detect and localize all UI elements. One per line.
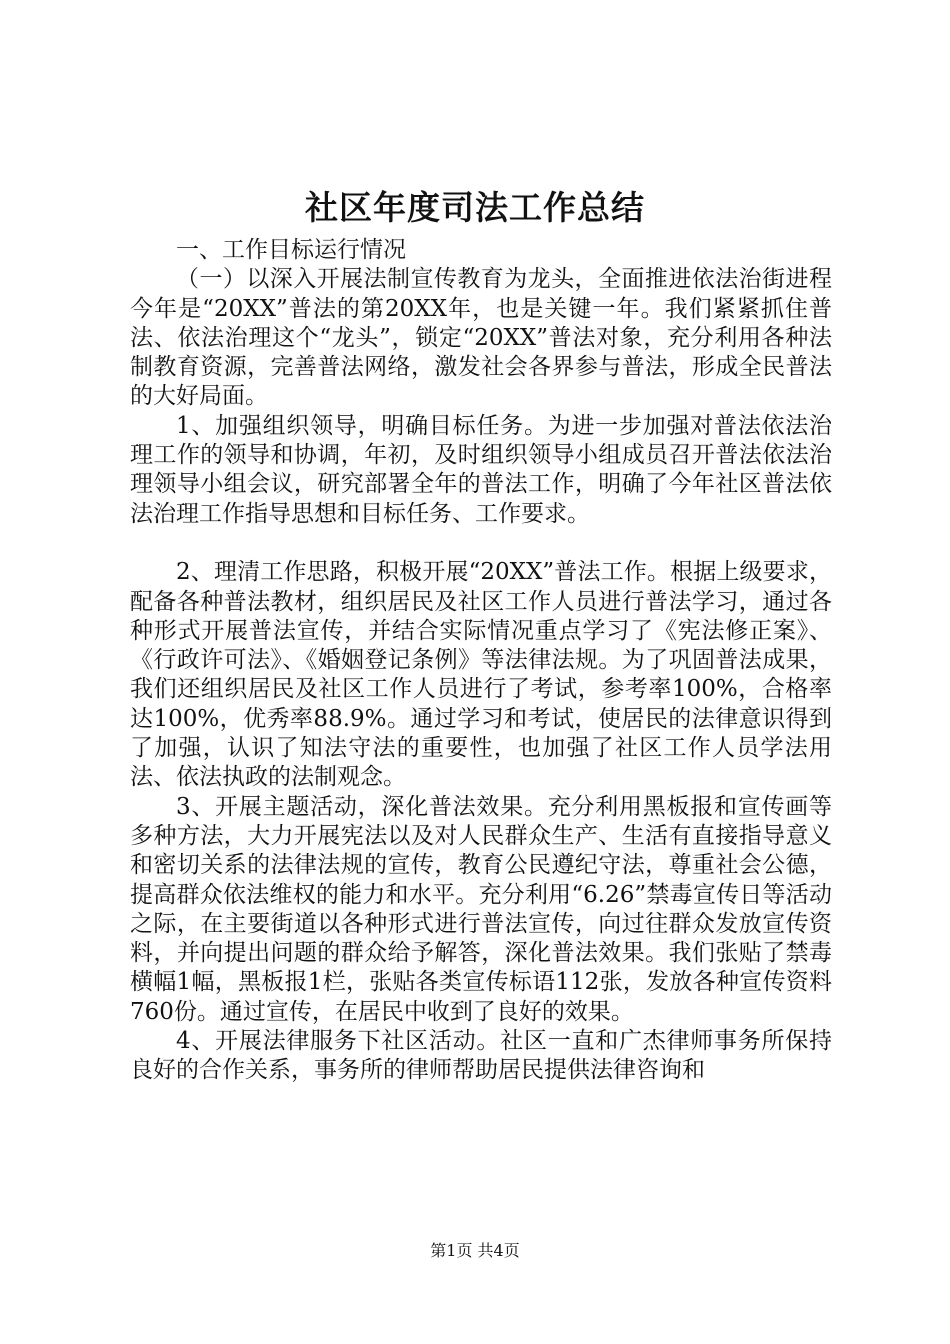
page-number-footer: 第1页 共4页 — [430, 1241, 520, 1260]
section-heading: 一、工作目标运行情况 — [176, 237, 406, 263]
document-title: 社区年度司法工作总结 — [305, 188, 645, 227]
paragraph-intro: （一）以深入开展法制宣传教育为龙头，全面推进依法治街进程今年是“20XX”普法的第20XX年，也是关键一年。我们紧紧抓住普法、依法治理这个“龙头”，锁定“20XX”普法对象，充分利用各种法制教育资源，完善普法网络，激发社会各界参与普法，形成全民普法的大好局面。 — [130, 266, 832, 410]
document-body — [130, 236, 832, 1086]
paragraph-item-2: 2、理清工作思路，积极开展“20XX”普法工作。根据上级要求，配备各种普法教材，组织居民及社区工作人员进行普法学习，通过各种形式开展普法宣传，并结合实际情况重点学习了《宪法修正案》、《行政许可法》、《婚姻登记条例》等法律法规。为了巩固普法成果，我们还组织居民及社区工作人员进行了考试，参考率100%，合格率达100%，优秀率88.9%。通过学习和考试，使居民的法律意识得到了加强，认识了知法守法的重要性，也加强了社区工作人员学法用法、依法执政的法制观念。 — [130, 559, 832, 791]
paragraph-item-4: 4、开展法律服务下社区活动。社区一直和广杰律师事务所保持良好的合作关系，事务所的律师帮助居民提供法律咨询和 — [130, 1028, 832, 1084]
paragraph-item-3: 3、开展主题活动，深化普法效果。充分利用黑板报和宣传画等多种方法，大力开展宪法以及对人民群众生产、生活有直接指导意义和密切关系的法律法规的宣传，教育公民遵纪守法，尊重社会公德，提高群众依法维权的能力和水平。充分利用“6.26”禁毒宣传日等活动之际，在主要街道以各种形式进行普法宣传，向过往群众发放宣传资料，并向提出问题的群众给予解答，深化普法效果。我们张贴了禁毒横幅1幅，黑板报1栏，张贴各类宣传标语112张，发放各种宣传资料760份。通过宣传，在居民中收到了良好的效果。 — [130, 793, 832, 1025]
paragraph-item-1: 1、加强组织领导，明确目标任务。为进一步加强对普法依法治理工作的领导和协调，年初，及时组织领导小组成员召开普法依法治理领导小组会议，研究部署全年的普法工作，明确了今年社区普法依法治理工作指导思想和目标任务、工作要求。 — [130, 412, 832, 527]
